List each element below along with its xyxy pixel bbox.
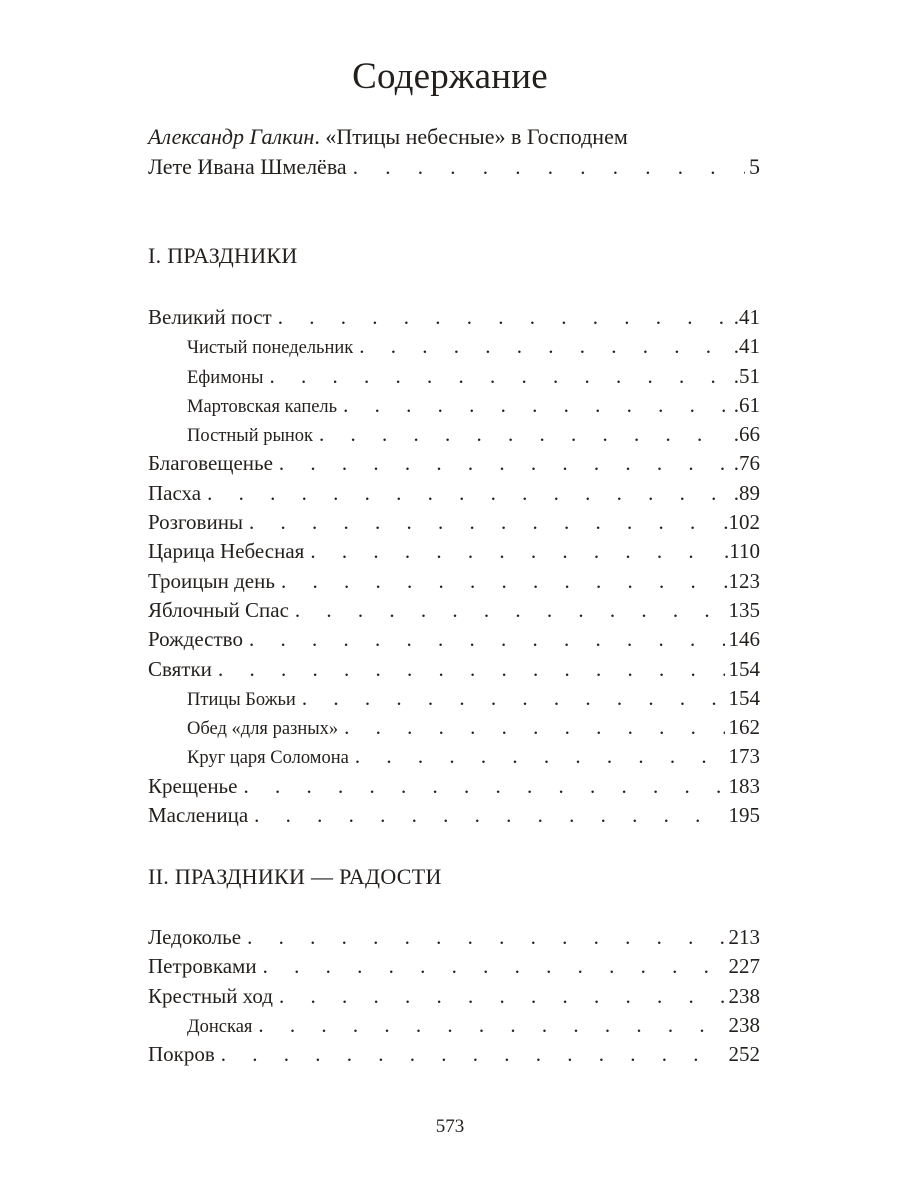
dot-leader <box>279 982 725 1011</box>
toc-entry-page: .41 <box>733 305 760 329</box>
section-2-entries <box>148 923 760 1069</box>
toc-entry <box>148 772 760 801</box>
toc-entry <box>148 537 760 566</box>
dot-leader <box>243 772 724 801</box>
toc-entry-title: Крещенье <box>148 773 238 798</box>
intro-line-1 <box>148 122 760 152</box>
toc-entry <box>148 596 760 625</box>
dot-leader <box>221 1040 725 1069</box>
dot-leader <box>258 1011 724 1040</box>
intro-author: Александр Галкин <box>148 124 315 149</box>
toc-entry-page: 195 <box>728 803 760 828</box>
toc-entry-title: Обед «для разных» <box>187 719 339 740</box>
toc-entry-title: Розговины <box>148 510 244 535</box>
toc-entry <box>148 952 760 981</box>
toc-entry <box>148 625 760 654</box>
toc-entry-title: Яблочный Спас <box>148 597 289 622</box>
toc-subentry <box>148 684 760 713</box>
toc-entry <box>148 801 760 830</box>
dot-leader <box>278 303 730 332</box>
dot-leader <box>353 152 745 182</box>
toc-entry <box>148 479 760 508</box>
dot-leader <box>254 801 724 830</box>
toc-entry-title: Пасха <box>148 480 202 505</box>
intro-page-number: 5 <box>749 154 760 179</box>
toc-entry-title: Петровками <box>148 954 257 979</box>
toc-entry-page: .102 <box>723 510 760 535</box>
toc-subentry <box>148 362 760 391</box>
dot-leader <box>249 625 725 654</box>
intro-title-part2: Лете Ивана Шмелёва <box>148 154 347 179</box>
intro-title-part1: . «Птицы небесные» в Господнем <box>314 124 628 149</box>
section-heading-1: I. ПРАЗДНИКИ <box>148 243 298 268</box>
page-number: 573 <box>435 1116 465 1137</box>
toc-entry <box>148 567 760 596</box>
toc-entry-page: .110 <box>724 539 760 564</box>
toc-entry-page: 252 <box>728 1042 760 1067</box>
toc-entry-page: .66 <box>733 422 760 447</box>
dot-leader <box>281 567 719 596</box>
toc-subentry <box>148 391 760 420</box>
dot-leader <box>263 952 725 981</box>
toc-entry <box>148 508 760 537</box>
dot-leader <box>343 391 730 420</box>
toc-entry-page: 213 <box>728 925 760 949</box>
toc-entry-page: 183 <box>728 773 760 798</box>
toc-entry-title: Мартовская капель <box>187 396 338 417</box>
toc-entry-title: Постный рынок <box>187 426 314 447</box>
dot-leader <box>295 596 725 625</box>
toc-entry-title: Ледоколье <box>148 925 242 949</box>
toc-entry-title: Донская <box>187 1016 253 1037</box>
toc-subentry <box>148 420 760 449</box>
dot-leader <box>207 479 730 508</box>
toc-entry-page: 146 <box>728 627 760 652</box>
toc-entry-title: Ефимоны <box>187 367 264 388</box>
dot-leader <box>279 449 730 478</box>
dot-leader <box>218 655 725 684</box>
toc-entry-page: 154 <box>728 656 760 681</box>
toc-entry-page: .61 <box>733 392 760 417</box>
toc-entry-page: .51 <box>733 363 760 388</box>
toc-entry-page: 227 <box>728 954 760 979</box>
dot-leader <box>247 923 724 952</box>
toc-entry-page: 238 <box>728 983 760 1008</box>
page-title: Содержание <box>352 56 548 97</box>
toc-subentry <box>148 713 760 742</box>
section-heading-2: II. ПРАЗДНИКИ — РАДОСТИ <box>148 864 442 889</box>
toc-entry-page: .89 <box>733 480 760 505</box>
toc-entry-title: Чистый понедельник <box>187 338 354 359</box>
dot-leader <box>344 713 724 742</box>
dot-leader <box>319 420 730 449</box>
toc-entry-page: .41 <box>733 334 760 359</box>
intro-entry <box>148 122 760 182</box>
toc-subentry <box>148 742 760 771</box>
toc-entry-page: 238 <box>728 1012 760 1037</box>
toc-entry <box>148 923 760 952</box>
toc-entry-page: 154 <box>728 685 760 710</box>
toc-entry-page: .123 <box>723 568 760 593</box>
toc-entry-page: .76 <box>733 451 760 476</box>
toc-entry <box>148 303 760 332</box>
toc-entry-title: Крестный ход <box>148 983 273 1008</box>
toc-entry <box>148 655 760 684</box>
toc-entry-page: 135 <box>728 597 760 622</box>
dot-leader <box>355 742 725 771</box>
dot-leader <box>359 332 729 361</box>
toc-entry-title: Великий пост <box>148 305 272 329</box>
toc-subentry <box>148 1011 760 1040</box>
toc-entry <box>148 449 760 478</box>
toc-entry-title: Покров <box>148 1042 215 1067</box>
toc-entry <box>148 982 760 1011</box>
toc-subentry <box>148 332 760 361</box>
toc-entry-title: Масленица <box>148 803 249 828</box>
toc-entry-title: Рождество <box>148 627 243 652</box>
toc-entry-title: Птицы Божьи <box>187 689 296 710</box>
toc-entry-page: 162 <box>728 715 760 740</box>
toc-entry-title: Круг царя Соломона <box>187 748 349 769</box>
intro-line-2 <box>148 152 760 182</box>
section-1-entries <box>148 303 760 830</box>
dot-leader <box>302 684 725 713</box>
dot-leader <box>249 508 719 537</box>
toc-entry <box>148 1040 760 1069</box>
toc-entry-title: Царица Небесная <box>148 539 305 564</box>
toc-entry-title: Святки <box>148 656 212 681</box>
toc-entry-page: 173 <box>728 744 760 769</box>
toc-entry-title: Благовещенье <box>148 451 273 476</box>
dot-leader <box>269 362 729 391</box>
toc-entry-title: Троицын день <box>148 568 275 593</box>
dot-leader <box>310 537 720 566</box>
